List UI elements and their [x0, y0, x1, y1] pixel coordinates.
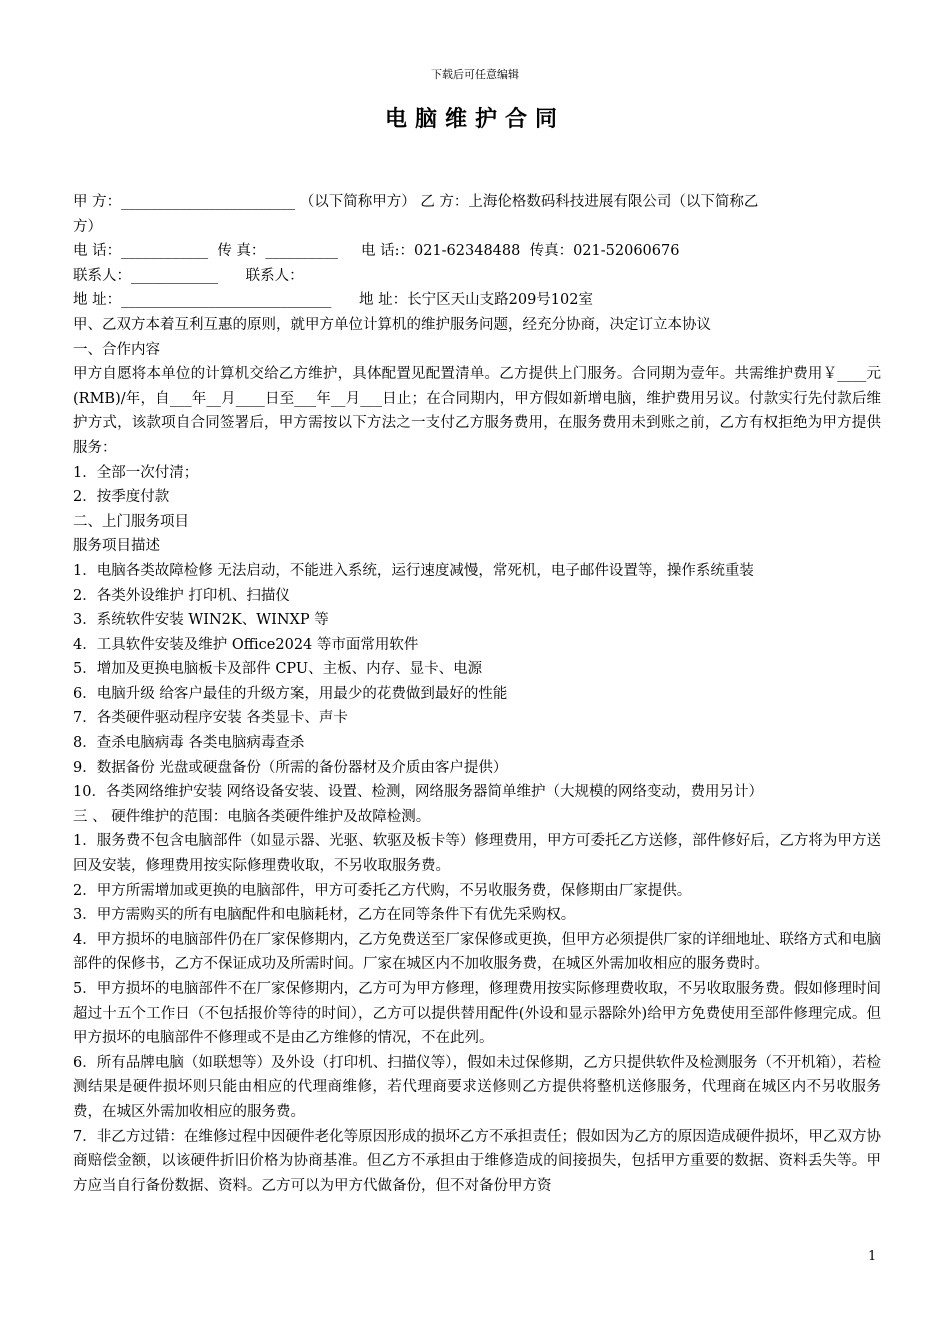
party-a-line-cont: 方） [73, 218, 102, 235]
list-item: 10．各类网络维护安装 网络设备安装、设置、检测，网络服务器简单维护（大规模的网络变动，费用另计） [73, 784, 764, 801]
clause-paragraph: 2．甲方所需增加或更换的电脑部件，甲方可委托乙方代购，不另收服务费，保修期由厂家提供。 [73, 882, 692, 899]
clause-paragraph: 5．甲方损坏的电脑部件不在厂家保修期内，乙方可为甲方修理，修理费用按实际修理费收取，不另收取服务费。假如修理时间超过十五个工作日（不包括报价等待的时间），乙方可以提供替用配件(外设和显示器除外)给甲方免费使用至部件修理完成。但甲方损坏的电脑部件不修理或不是由乙方维修的情况，不在此列。 [73, 981, 881, 1047]
clause-paragraph: 4．甲方损坏的电脑部件仍在厂家保修期内，乙方免费送至厂家保修或更换，但甲方必须提供厂家的详细地址、联络方式和电脑部件的保修书，乙方不保证成功及所需时间。厂家在城区内不加收服务费，在城区外需加收相应的服务费时。 [73, 931, 881, 973]
contact-line: 联系人：____________ 联系人： [73, 267, 304, 284]
list-item: 4．工具软件安装及维护 Office2024 等市面常用软件 [73, 636, 419, 653]
page-number: 1 [868, 1249, 877, 1264]
header-note: 下载后可任意编辑 [431, 68, 519, 81]
address-line: 地 址：_____________________________ 地 址：长宁区天山支路209号102室 [73, 292, 593, 309]
list-item: 3．系统软件安装 WIN2K、WINXP 等 [73, 612, 329, 629]
list-item: 2．各类外设维护 打印机、扫描仪 [73, 587, 290, 604]
clause-paragraph: 1．服务费不包含电脑部件（如显示器、光驱、软驱及板卡等）修理费用，甲方可委托乙方送修，部件修好后，乙方将为甲方送回及安装，修理费用按实际修理费收取，不另收取服务费。 [73, 833, 881, 875]
section3-heading: 三 、 硬件维护的范围：电脑各类硬件维护及故障检测。 [73, 808, 431, 825]
party-a-line: 甲 方：________________________ （以下简称甲方） 乙 方：上海伦格数码科技进展有限公司（以下简称乙 [73, 194, 759, 210]
section1-paragraph: 甲方自愿将本单位的计算机交给乙方维护，具体配置见配置清单。乙方提供上门服务。合同期为壹年。共需维护费用￥____元(RMB)/年，自___年__月____日至___年__月___日止；在合同期内，甲方假如新增电脑，维护费用另议。付款实行先付款后维护方式，该款项自合同签署后，甲方需按以下方法之一支付乙方服务费用，在服务费用未到账之前，乙方有权拒绝为甲方提供服务： [73, 366, 881, 456]
list-item: 8．查杀电脑病毒 各类电脑病毒查杀 [73, 735, 305, 752]
list-item: 5．增加及更换电脑板卡及部件 CPU、主板、内存、显卡、电源 [73, 661, 483, 678]
document-title: 电脑维护合同 [384, 106, 565, 132]
clause-paragraph: 7．非乙方过错：在维修过程中因硬件老化等原因形成的损坏乙方不承担责任；假如因为乙方的原因造成硬件损坏，甲乙双方协商赔偿金额，以该硬件折旧价格为协商基准。但乙方不承担由于维修造成的间接损失，包括甲方重要的数据、资料丢失等。甲方应当自行备份数据、资料。乙方可以为甲方代做备份，但不对备份甲方资 [73, 1128, 881, 1194]
contract-body [73, 190, 881, 1198]
clause-paragraph: 3．甲方需购买的所有电脑配件和电脑耗材，乙方在同等条件下有优先采购权。 [73, 907, 576, 924]
list-item: 1．电脑各类故障检修 无法启动，不能进入系统，运行速度减慢，常死机，电子邮件设置等，操作系统重装 [73, 562, 754, 579]
list-item: 2．按季度付款 [73, 489, 170, 506]
clause-paragraph: 6．所有品牌电脑（如联想等）及外设（打印机、扫描仪等），假如未过保修期，乙方只提供软件及检测服务（不开机箱），若检测结果是硬件损坏则只能由相应的代理商维修，若代理商要求送修则乙方提供将整机送修服务，代理商在城区内不另收服务费，在城区外需加收相应的服务费。 [73, 1054, 881, 1120]
section1-heading: 一、合作内容 [73, 341, 160, 358]
list-item: 6．电脑升级 给客户最佳的升级方案，用最少的花费做到最好的性能 [73, 685, 508, 702]
list-item: 7．各类硬件驱动程序安装 各类显卡、声卡 [73, 710, 348, 727]
list-item: 1．全部一次付清； [73, 464, 199, 481]
intro-paragraph: 甲、乙双方本着互利互惠的原则，就甲方单位计算机的维护服务问题，经充分协商，决定订立本协议 [73, 316, 711, 333]
section2-heading: 二、上门服务项目 [73, 513, 189, 530]
section2-subheading: 服务项目描述 [73, 538, 160, 555]
phone-line: 电 话：____________ 传 真：__________ 电 话:：021-62348488 传真：021-52060676 [73, 243, 680, 260]
list-item: 9．数据备份 光盘或硬盘备份（所需的备份器材及介质由客户提供） [73, 759, 508, 776]
